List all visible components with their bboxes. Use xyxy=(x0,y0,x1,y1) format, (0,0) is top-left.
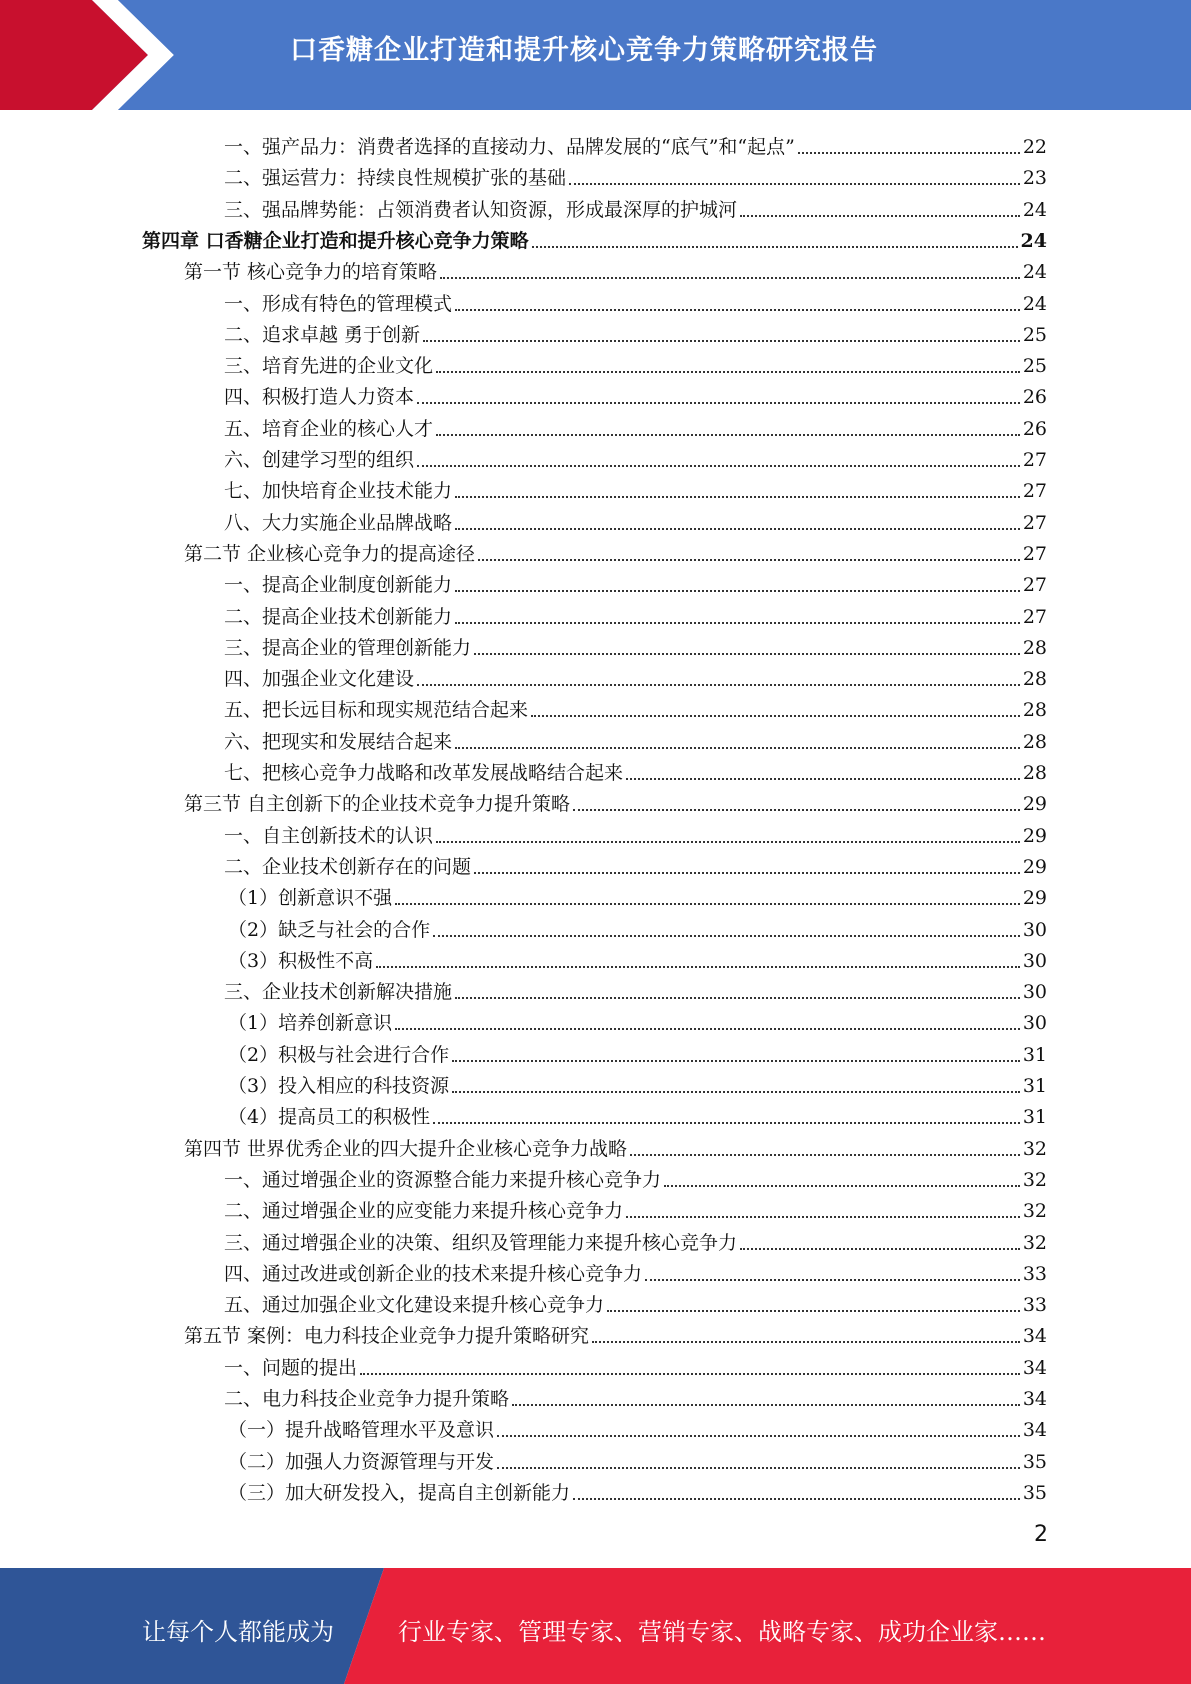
toc-entry-page: 26 xyxy=(1022,417,1047,440)
toc-entry-label: 三、企业技术创新解决措施 xyxy=(224,981,453,1004)
toc-dot-leader xyxy=(436,371,1020,373)
toc-entry-label: 第二节 企业核心竞争力的提高途径 xyxy=(184,542,476,565)
toc-dot-leader xyxy=(417,402,1020,404)
toc-dot-leader xyxy=(455,997,1020,999)
toc-dot-leader xyxy=(452,1091,1020,1093)
toc-entry-page: 30 xyxy=(1022,981,1047,1004)
toc-dot-leader xyxy=(360,1373,1020,1375)
toc-entry-label: 七、加快培育企业技术能力 xyxy=(224,480,453,503)
toc-entry-label: （二）加强人力资源管理与开发 xyxy=(228,1450,495,1473)
toc-dot-leader xyxy=(512,1404,1020,1406)
toc-entry-label: 第四节 世界优秀企业的四大提升企业核心竞争力战略 xyxy=(184,1137,628,1160)
toc-dot-leader xyxy=(376,966,1020,968)
toc-entry-label: 一、提高企业制度创新能力 xyxy=(224,574,453,597)
toc-entry-page: 27 xyxy=(1022,542,1047,565)
toc-entry-label: （1）创新意识不强 xyxy=(228,887,393,910)
toc-subsection-entry[interactable] xyxy=(224,848,1047,879)
toc-subsection-entry[interactable] xyxy=(228,942,1047,973)
document-title: 口香糖企业打造和提升核心竞争力策略研究报告 xyxy=(290,35,878,66)
toc-entry-page: 25 xyxy=(1022,355,1047,378)
toc-entry-page: 30 xyxy=(1022,1012,1047,1035)
toc-entry-label: 第三节 自主创新下的企业技术竞争力提升策略 xyxy=(184,793,571,816)
toc-dot-leader xyxy=(478,559,1020,561)
toc-entry-page: 27 xyxy=(1022,574,1047,597)
toc-entry-label: 四、通过改进或创新企业的技术来提升核心竞争力 xyxy=(224,1262,643,1285)
toc-subsection-entry[interactable] xyxy=(224,723,1047,754)
toc-entry-label: 二、通过增强企业的应变能力来提升核心竞争力 xyxy=(224,1200,624,1223)
toc-entry-page: 34 xyxy=(1022,1325,1047,1348)
toc-subsection-entry[interactable] xyxy=(224,410,1047,441)
toc-entry-page: 34 xyxy=(1022,1388,1047,1410)
toc-entry-page: 28 xyxy=(1022,699,1047,722)
toc-subsection-entry[interactable] xyxy=(224,1224,1047,1255)
toc-entry-page: 32 xyxy=(1022,1137,1047,1160)
toc-dot-leader xyxy=(395,903,1020,905)
footer-slogan-right: 行业专家、管理专家、营销专家、战略专家、成功企业家…… xyxy=(398,1618,1046,1646)
toc-entry-label: 一、通过增强企业的资源整合能力来提升核心竞争力 xyxy=(224,1168,662,1191)
toc-subsection-entry[interactable] xyxy=(224,629,1047,660)
toc-section-entry[interactable] xyxy=(184,785,1047,816)
toc-entry-label: 四、积极打造人力资本 xyxy=(224,386,415,409)
toc-entry-page: 27 xyxy=(1022,480,1047,503)
toc-entry-page: 29 xyxy=(1022,824,1047,847)
toc-subsection-entry[interactable] xyxy=(224,191,1047,222)
toc-entry-label: 三、强品牌势能：占领消费者认知资源，形成最深厚的护城河 xyxy=(224,198,738,221)
toc-section-entry[interactable] xyxy=(184,253,1047,284)
toc-entry-label: （3）投入相应的科技资源 xyxy=(228,1075,450,1097)
toc-subsection-entry[interactable] xyxy=(224,1192,1047,1223)
toc-entry-page: 31 xyxy=(1022,1075,1047,1097)
toc-dot-leader xyxy=(455,747,1020,749)
toc-entry-label: 六、创建学习型的组织 xyxy=(224,449,415,471)
toc-subsection-entry[interactable] xyxy=(224,128,1047,159)
toc-subsection-entry[interactable] xyxy=(228,1474,1047,1505)
toc-entry-page: 34 xyxy=(1022,1356,1047,1379)
toc-dot-leader xyxy=(592,1341,1020,1343)
toc-entry-page: 30 xyxy=(1022,918,1047,941)
page-number: 2 xyxy=(1034,1522,1048,1547)
toc-subsection-entry[interactable] xyxy=(224,1255,1047,1286)
toc-entry-label: 二、电力科技企业竞争力提升策略 xyxy=(224,1388,510,1410)
toc-dot-leader xyxy=(497,1467,1020,1469)
toc-subsection-entry[interactable] xyxy=(228,1004,1047,1035)
toc-entry-page: 22 xyxy=(1022,136,1047,158)
toc-entry-page: 24 xyxy=(1022,198,1047,221)
toc-entry-label: （三）加大研发投入，提高自主创新能力 xyxy=(228,1481,571,1504)
toc-entry-page: 34 xyxy=(1022,1419,1047,1442)
toc-entry-label: 第一节 核心竞争力的培育策略 xyxy=(184,261,438,284)
toc-chapter-entry[interactable] xyxy=(142,222,1047,253)
toc-dot-leader xyxy=(455,528,1020,530)
toc-dot-leader xyxy=(645,1279,1020,1281)
toc-subsection-entry[interactable] xyxy=(224,1380,1047,1411)
toc-entry-page: 35 xyxy=(1022,1481,1047,1504)
toc-entry-label: 三、培育先进的企业文化 xyxy=(224,355,434,378)
toc-entry-label: 二、追求卓越 勇于创新 xyxy=(224,323,421,346)
toc-entry-page: 27 xyxy=(1022,605,1047,628)
toc-entry-label: （1）培养创新意识 xyxy=(228,1012,393,1035)
toc-dot-leader xyxy=(626,778,1020,780)
toc-subsection-entry[interactable] xyxy=(224,504,1047,535)
toc-section-entry[interactable] xyxy=(184,1317,1047,1348)
toc-subsection-entry[interactable] xyxy=(224,1161,1047,1192)
toc-entry-page: 29 xyxy=(1022,855,1047,878)
toc-dot-leader xyxy=(630,1154,1020,1156)
toc-entry-label: 二、企业技术创新存在的问题 xyxy=(224,855,472,878)
page-header xyxy=(0,0,1191,110)
toc-entry-page: 33 xyxy=(1022,1294,1047,1317)
toc-dot-leader xyxy=(569,183,1020,185)
toc-entry-label: （2）缺乏与社会的合作 xyxy=(228,918,431,941)
toc-entry-page: 31 xyxy=(1022,1043,1047,1066)
toc-subsection-entry[interactable] xyxy=(228,1036,1047,1067)
toc-entry-page: 31 xyxy=(1022,1106,1047,1129)
toc-entry-label: 第五节 案例：电力科技企业竞争力提升策略研究 xyxy=(184,1325,590,1348)
toc-dot-leader xyxy=(573,1498,1020,1500)
toc-subsection-entry[interactable] xyxy=(224,973,1047,1004)
toc-dot-leader xyxy=(440,277,1020,279)
toc-dot-leader xyxy=(395,1028,1020,1030)
toc-entry-label: 一、强产品力：消费者选择的直接动力、品牌发展的“底气”和“起点” xyxy=(224,136,795,158)
toc-entry-page: 28 xyxy=(1022,636,1047,659)
toc-subsection-entry[interactable] xyxy=(224,347,1047,378)
toc-entry-label: 五、把长远目标和现实规范结合起来 xyxy=(224,699,529,722)
toc-dot-leader xyxy=(626,1216,1020,1218)
toc-dot-leader xyxy=(436,434,1020,436)
toc-dot-leader xyxy=(532,246,1018,248)
toc-entry-label: （2）积极与社会进行合作 xyxy=(228,1043,450,1066)
toc-dot-leader xyxy=(433,935,1020,937)
toc-subsection-entry[interactable] xyxy=(224,316,1047,347)
toc-entry-page: 27 xyxy=(1022,449,1047,471)
toc-entry-label: 二、提高企业技术创新能力 xyxy=(224,605,453,628)
toc-entry-page: 29 xyxy=(1022,887,1047,910)
toc-entry-label: （一）提升战略管理水平及意识 xyxy=(228,1419,495,1442)
toc-dot-leader xyxy=(531,715,1020,717)
toc-dot-leader xyxy=(664,1185,1020,1187)
toc-entry-label: 四、加强企业文化建设 xyxy=(224,668,415,691)
toc-entry-label: 一、自主创新技术的认识 xyxy=(224,824,434,847)
toc-entry-label: 六、把现实和发展结合起来 xyxy=(224,730,453,753)
toc-dot-leader xyxy=(455,309,1020,311)
toc-subsection-entry[interactable] xyxy=(228,1098,1047,1129)
toc-subsection-entry[interactable] xyxy=(228,1411,1047,1442)
toc-subsection-entry[interactable] xyxy=(228,879,1047,910)
toc-entry-page: 28 xyxy=(1022,762,1047,784)
toc-subsection-entry[interactable] xyxy=(228,1067,1047,1098)
toc-dot-leader xyxy=(740,1248,1020,1250)
toc-entry-page: 28 xyxy=(1022,668,1047,691)
toc-entry-label: 三、提高企业的管理创新能力 xyxy=(224,636,472,659)
toc-subsection-entry[interactable] xyxy=(224,598,1047,629)
toc-dot-leader xyxy=(798,152,1020,154)
toc-dot-leader xyxy=(417,465,1020,467)
toc-entry-page: 24 xyxy=(1022,261,1047,284)
toc-dot-leader xyxy=(417,684,1020,686)
toc-entry-label: 二、强运营力：持续良性规模扩张的基础 xyxy=(224,167,567,190)
toc-entry-label: 一、形成有特色的管理模式 xyxy=(224,292,453,315)
toc-dot-leader xyxy=(433,1122,1020,1124)
toc-section-entry[interactable] xyxy=(184,535,1047,566)
toc-dot-leader xyxy=(455,496,1020,498)
toc-subsection-entry[interactable] xyxy=(224,378,1047,409)
toc-subsection-entry[interactable] xyxy=(228,911,1047,942)
toc-entry-page: 28 xyxy=(1022,730,1047,753)
toc-entry-page: 33 xyxy=(1022,1262,1047,1285)
toc-subsection-entry[interactable] xyxy=(224,472,1047,503)
toc-entry-page: 35 xyxy=(1022,1450,1047,1473)
toc-dot-leader xyxy=(573,809,1020,811)
toc-entry-page: 27 xyxy=(1022,511,1047,534)
toc-subsection-entry[interactable] xyxy=(224,566,1047,597)
toc-dot-leader xyxy=(607,1310,1020,1312)
toc-entry-label: （4）提高员工的积极性 xyxy=(228,1106,431,1129)
toc-entry-label: 第四章 口香糖企业打造和提升核心竞争力策略 xyxy=(142,229,529,252)
toc-entry-page: 24 xyxy=(1022,292,1047,315)
toc-entry-page: 32 xyxy=(1022,1168,1047,1191)
toc-entry-label: （3）积极性不高 xyxy=(228,949,374,972)
toc-subsection-entry[interactable] xyxy=(224,285,1047,316)
toc-entry-page: 23 xyxy=(1022,167,1047,190)
toc-entry-label: 五、培育企业的核心人才 xyxy=(224,417,434,440)
toc-dot-leader xyxy=(455,590,1020,592)
toc-entry-label: 八、大力实施企业品牌战略 xyxy=(224,511,453,534)
toc-subsection-entry[interactable] xyxy=(224,660,1047,691)
toc-entry-page: 29 xyxy=(1022,793,1047,816)
footer-slogan-left: 让每个人都能成为 xyxy=(142,1618,334,1646)
toc-subsection-entry[interactable] xyxy=(224,441,1047,472)
toc-dot-leader xyxy=(452,1060,1020,1062)
toc-dot-leader xyxy=(474,653,1020,655)
toc-dot-leader xyxy=(436,841,1020,843)
toc-entry-page: 25 xyxy=(1022,323,1047,346)
toc-entry-label: 三、通过增强企业的决策、组织及管理能力来提升核心竞争力 xyxy=(224,1231,738,1254)
toc-subsection-entry[interactable] xyxy=(224,1349,1047,1380)
toc-subsection-entry[interactable] xyxy=(224,1286,1047,1317)
toc-dot-leader xyxy=(455,622,1020,624)
toc-section-entry[interactable] xyxy=(184,1130,1047,1161)
toc-entry-page: 26 xyxy=(1022,386,1047,409)
toc-subsection-entry[interactable] xyxy=(224,754,1047,785)
page-footer xyxy=(0,1568,1191,1684)
toc-entry-label: 五、通过加强企业文化建设来提升核心竞争力 xyxy=(224,1294,605,1317)
toc-entry-page: 32 xyxy=(1022,1231,1047,1254)
toc-subsection-entry[interactable] xyxy=(224,817,1047,848)
toc-dot-leader xyxy=(740,215,1020,217)
toc-entry-page: 24 xyxy=(1020,229,1047,252)
toc-dot-leader xyxy=(474,872,1020,874)
toc-dot-leader xyxy=(497,1435,1020,1437)
toc-dot-leader xyxy=(423,340,1020,342)
toc-entry-page: 30 xyxy=(1022,949,1047,972)
toc-entry-label: 一、问题的提出 xyxy=(224,1356,358,1379)
toc-subsection-entry[interactable] xyxy=(224,691,1047,722)
toc-subsection-entry[interactable] xyxy=(228,1443,1047,1474)
toc-entry-label: 七、把核心竞争力战略和改革发展战略结合起来 xyxy=(224,762,624,784)
toc-subsection-entry[interactable] xyxy=(224,159,1047,190)
toc-entry-page: 32 xyxy=(1022,1200,1047,1223)
